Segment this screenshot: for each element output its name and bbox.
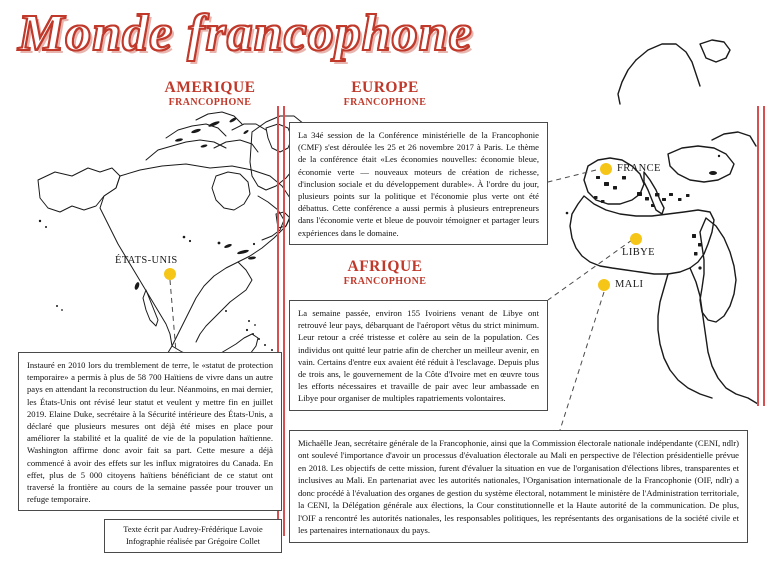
map-marker-etats-unis <box>164 268 176 280</box>
afrique-text-body: La semaine passée, environ 155 Ivoiriens venant de Libye ont retrouvé leur pays, débarquant de l'aéroport vêtus du strict minimum. Leur retour a créé tristesse et colère au sein de la population. Ces individus ont quitté leur patrie afin de chercher un meilleur avenir, en vain. Certains d'entre eux avaient été réduit à l'esclavage. Depuis plus de trois ans, le gouvernement de la Côte d'Ivoire met en œuvre tous les efforts nécessaires et travaille de pair avec leur ambassade en Libye pour organiser de multiples rapatriements volontaires. <box>298 308 539 404</box>
amerique-text-body: Instauré en 2010 lors du tremblement de terre, le «statut de protection temporaire» a permis à plus de 58 700 Haïtiens de vivre dans un autre pays en attendant la reconstruction du leur. Néanmoins, en mai dernier, les États-Unis ont révisé leur statut et veulent y mettre fin en juillet 2019. Elaine Duke, secrétaire à la Sécurité intérieure des États-Unis, a déclaré que plusieurs mesures ont déjà été mises en place pour améliorer la stabilité et la qualité de vie de la population haïtienne. Washington affirme donc avoir fait sa part. Cette mesure a déjà commencé à avoir des effets sur les influx migratoires du Canada. En effet, plus de 5 000 citoyens haïtiens bénéficiant de ce statut ont traversé la frontière au cours de la semaine passée pour trouver un refuge temporaire. <box>27 360 273 505</box>
section-heading-europe-main: EUROPE <box>351 79 419 96</box>
amerique-text-box <box>18 352 282 511</box>
afrique-text-box <box>289 300 548 411</box>
mali-text-box <box>289 430 748 543</box>
credits-line-designer: Infographie réalisée par Grégoire Collet <box>126 536 260 546</box>
section-heading-europe-sub: FRANCOPHONE <box>343 96 427 108</box>
map-label-mali: MALI <box>615 279 644 290</box>
credits-box <box>104 519 282 553</box>
credits-line-author: Texte écrit par Audrey-Frédérique Lavoie <box>123 525 263 534</box>
map-marker-france <box>600 163 612 175</box>
section-heading-amerique-main: AMERIQUE <box>164 79 256 96</box>
page-title: Monde francophone <box>18 5 473 62</box>
section-heading-amerique-sub: FRANCOPHONE <box>168 96 252 108</box>
map-label-libye: LIBYE <box>622 247 655 258</box>
europe-text-box <box>289 122 548 245</box>
divider-rule-left-inner <box>283 106 285 536</box>
section-heading-europe <box>305 79 465 108</box>
map-marker-libye <box>630 233 642 245</box>
divider-rule-right-inner <box>763 106 765 406</box>
divider-rule-right-outer <box>757 106 759 406</box>
section-heading-afrique <box>305 258 465 287</box>
europe-text-body: La 34é session de la Conférence ministérielle de la Francophonie (CMF) s'est déroulée les 25 et 26 novembre 2017 à Paris. Le thème de la conférence était «Les économies nouvelles: économie bleue, économie verte — nouveaux moteurs de création de richesse, d'inclusion sociale et du développement durable». À l'ordre du jour, plusieurs points sur la politique et l'économie plus verte ont été débattus. Cette conférence a aussi permis à plusieurs entrepreneurs dans l'économie verte et bleue de pouvoir témoigner et partager leurs expériences dans le domaine. <box>298 130 539 238</box>
mali-text-body: Michaëlle Jean, secrétaire générale de la Francophonie, ainsi que la Commission électorale nationale indépendante (CENI, ndlr) ont soulevé l'importance d'avoir un processus d'évaluation électorale au Mali en perspective de l'élection présidentielle prévue en 2018. Les objectifs de cette mission, furent d'évaluer la situation en vue de l'organisation d'élections libres, transparentes et inclusives au Mali. En partenariat avec les autorités nationales, l'Organisation internationale de la Francophonie (OIF, ndlr) a donc procédé à l'évaluation des organes de gestion du système électoral, notamment le ministère de l'Administration territoriale, la CENI, la Délégation générale aux élections, la Cour constitutionnelle et la Haute autorité de la communication. De plus, l'OIF a rencontré les autorités nationales, les responsables politiques, les représentants des organisations de la société civile et les partenaires internationaux du pays. <box>298 438 739 536</box>
section-heading-afrique-main: AFRIQUE <box>347 258 423 275</box>
map-label-etats-unis: ÉTATS-UNIS <box>115 255 178 266</box>
section-heading-afrique-sub: FRANCOPHONE <box>343 275 427 287</box>
map-label-france: FRANCE <box>617 163 661 174</box>
section-heading-amerique <box>130 79 290 108</box>
map-marker-mali <box>598 279 610 291</box>
